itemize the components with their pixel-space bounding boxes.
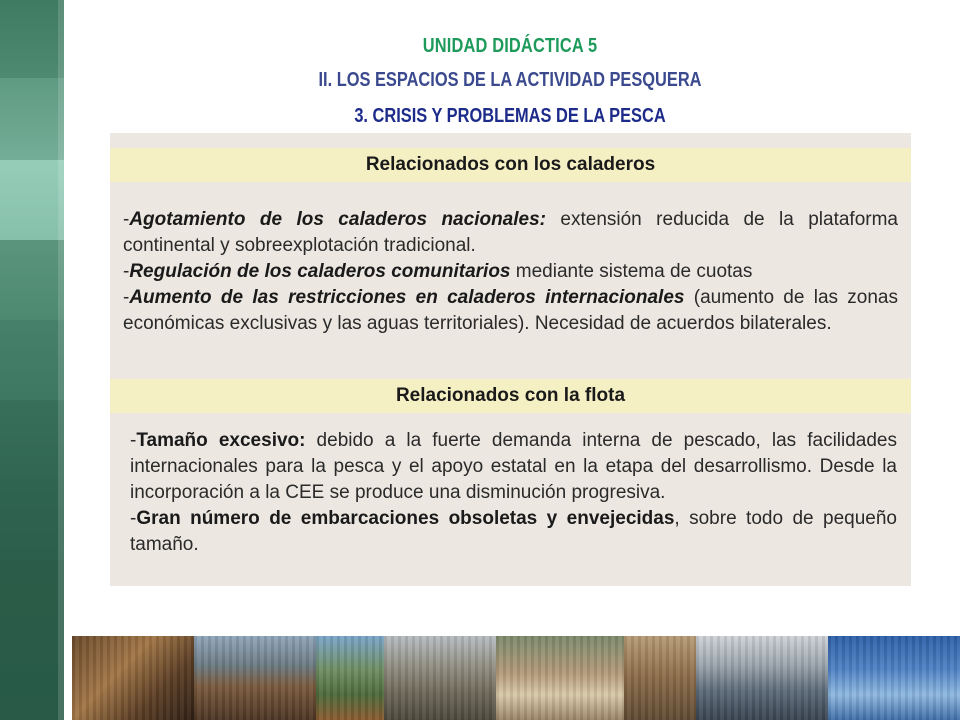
industrial-smoke-photo (194, 636, 316, 720)
item-text: extensión reducida de la plataforma continental y sobreexplotación tradicional. (123, 209, 898, 256)
forest-workers-photo (72, 636, 194, 720)
caladeros-text (123, 207, 898, 337)
landfill-photo (384, 636, 496, 720)
flota-text (130, 428, 897, 558)
content-panel (110, 133, 911, 586)
item-prefix: - (123, 209, 130, 230)
sky-clouds-photo (828, 636, 960, 720)
factory-workers-photo (696, 636, 828, 720)
item-strong: Agotamiento de los caladeros nacionales: (129, 209, 546, 230)
item-text: (aumento de las zonas económicas exclusivas y las aguas territoriales). Necesidad de acuerdos bilaterales. (123, 287, 898, 334)
item-prefix: - (123, 261, 130, 282)
unit-title: UNIDAD DIDÁCTICA 5 (422, 35, 598, 57)
item-text: , sobre todo de pequeño tamaño. (130, 508, 897, 555)
item-text: debido a la fuerte demanda interna de pescado, las facilidades internacionales para la pesca y el apoyo estatal en la etapa del desarrollismo. Desde la incorporación a la CEE se produce una disminución progresiva. (130, 430, 897, 503)
rock-collection-photo (496, 636, 624, 720)
block-title-caladeros: Relacionados con los caladeros (110, 148, 911, 182)
item-strong: Regulación de los caladeros comunitarios (129, 261, 511, 282)
item-prefix: - (130, 508, 137, 529)
item-text: mediante sistema de cuotas (510, 261, 753, 282)
list-item (123, 259, 898, 285)
subsection-title: 3. CRISIS Y PROBLEMAS DE LA PESCA (354, 105, 666, 127)
slide-headings (110, 30, 910, 134)
list-item (123, 207, 898, 259)
item-strong: Tamaño excesivo: (136, 430, 306, 451)
list-item (130, 506, 897, 558)
item-strong: Gran número de embarcaciones obsoletas y envejecidas (136, 508, 675, 529)
section-title: II. LOS ESPACIOS DE LA ACTIVIDAD PESQUERA (318, 69, 702, 91)
list-item (123, 285, 898, 337)
item-prefix: - (123, 287, 130, 308)
left-decorative-strip (0, 0, 64, 720)
item-prefix: - (130, 430, 137, 451)
photo-strip (72, 636, 960, 720)
list-item (130, 428, 897, 506)
item-strong: Aumento de las restricciones en caladeros internacionales (129, 287, 685, 308)
block-title-flota: Relacionados con la flota (110, 379, 911, 413)
tree-trunk-photo (316, 636, 384, 720)
cracked-earth-photo (624, 636, 696, 720)
